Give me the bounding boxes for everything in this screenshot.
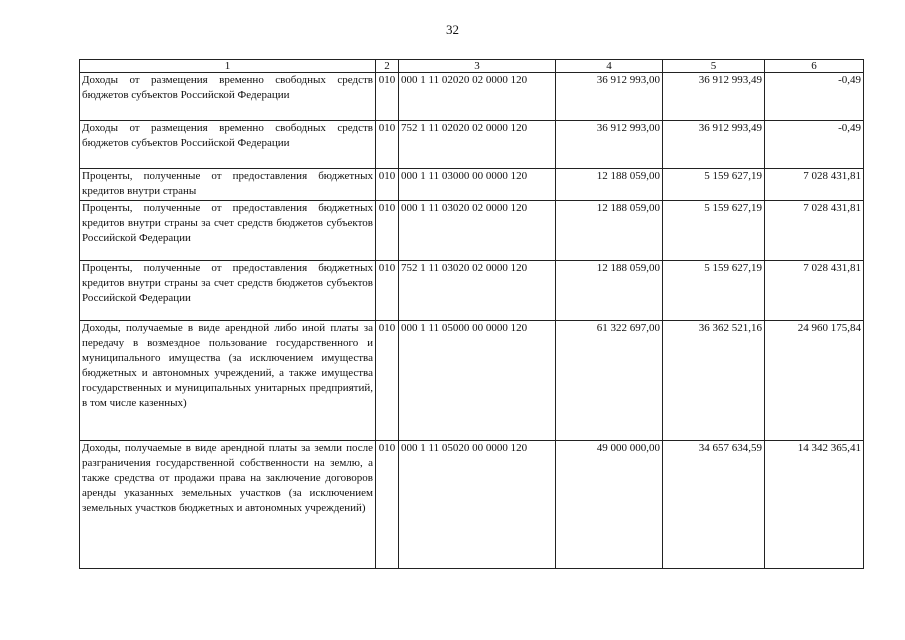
row-value-col6: 7 028 431,81 <box>765 201 864 261</box>
row-code: 010 <box>376 261 399 321</box>
row-name: Доходы, получаемые в виде арендной платы за земли после разграничения государственной собственности на землю, а также средства от продажи права на заключение договоров аренды указанных земельных участков (за исключением земельных участков бюджетных и автономных учреждений) <box>80 441 376 569</box>
row-value-col4: 36 912 993,00 <box>556 73 663 121</box>
row-value-col4: 12 188 059,00 <box>556 169 663 201</box>
row-name: Проценты, полученные от предоставления бюджетных кредитов внутри страны за счет средств бюджетов субъектов Российской Федерации <box>80 201 376 261</box>
column-header-3: 3 <box>399 60 556 73</box>
row-code: 010 <box>376 321 399 441</box>
row-budget-code: 752 1 11 02020 02 0000 120 <box>399 121 556 169</box>
row-value-col4: 36 912 993,00 <box>556 121 663 169</box>
column-header-1: 1 <box>80 60 376 73</box>
row-code: 010 <box>376 121 399 169</box>
page-number: 32 <box>446 22 459 37</box>
row-name: Доходы от размещения временно свободных средств бюджетов субъектов Российской Федерации <box>80 73 376 121</box>
row-value-col4: 12 188 059,00 <box>556 201 663 261</box>
row-budget-code: 000 1 11 03020 02 0000 120 <box>399 201 556 261</box>
table-row <box>80 169 864 201</box>
row-code: 010 <box>376 73 399 121</box>
column-header-5: 5 <box>663 60 765 73</box>
row-value-col5: 36 362 521,16 <box>663 321 765 441</box>
row-code: 010 <box>376 441 399 569</box>
column-header-4: 4 <box>556 60 663 73</box>
row-value-col5: 36 912 993,49 <box>663 121 765 169</box>
row-value-col4: 49 000 000,00 <box>556 441 663 569</box>
row-value-col5: 5 159 627,19 <box>663 169 765 201</box>
column-header-6: 6 <box>765 60 864 73</box>
table-row <box>80 201 864 261</box>
row-code: 010 <box>376 169 399 201</box>
table-row <box>80 261 864 321</box>
row-name: Доходы от размещения временно свободных средств бюджетов субъектов Российской Федерации <box>80 121 376 169</box>
row-value-col6: 7 028 431,81 <box>765 169 864 201</box>
row-code: 010 <box>376 201 399 261</box>
row-value-col6: 7 028 431,81 <box>765 261 864 321</box>
row-value-col6: 14 342 365,41 <box>765 441 864 569</box>
header-row <box>80 60 864 73</box>
row-value-col6: 24 960 175,84 <box>765 321 864 441</box>
row-value-col4: 61 322 697,00 <box>556 321 663 441</box>
table-row <box>80 73 864 121</box>
row-value-col4: 12 188 059,00 <box>556 261 663 321</box>
row-value-col5: 5 159 627,19 <box>663 201 765 261</box>
row-name: Проценты, полученные от предоставления бюджетных кредитов внутри страны за счет средств бюджетов субъектов Российской Федерации <box>80 261 376 321</box>
row-budget-code: 752 1 11 03020 02 0000 120 <box>399 261 556 321</box>
row-budget-code: 000 1 11 03000 00 0000 120 <box>399 169 556 201</box>
row-budget-code: 000 1 11 02020 02 0000 120 <box>399 73 556 121</box>
budget-table <box>79 59 864 569</box>
table-row <box>80 121 864 169</box>
row-value-col5: 36 912 993,49 <box>663 73 765 121</box>
row-value-col5: 34 657 634,59 <box>663 441 765 569</box>
row-value-col6: -0,49 <box>765 121 864 169</box>
row-budget-code: 000 1 11 05020 00 0000 120 <box>399 441 556 569</box>
table-row <box>80 441 864 569</box>
row-value-col5: 5 159 627,19 <box>663 261 765 321</box>
column-header-2: 2 <box>376 60 399 73</box>
row-budget-code: 000 1 11 05000 00 0000 120 <box>399 321 556 441</box>
row-name: Доходы, получаемые в виде арендной либо иной платы за передачу в возмездное пользование государственного и муниципального имущества (за исключением имущества бюджетных и автономных учреждений, а также имущества государственных и муниципальных унитарных предприятий, в том числе казенных) <box>80 321 376 441</box>
row-name: Проценты, полученные от предоставления бюджетных кредитов внутри страны <box>80 169 376 201</box>
table-row <box>80 321 864 441</box>
row-value-col6: -0,49 <box>765 73 864 121</box>
